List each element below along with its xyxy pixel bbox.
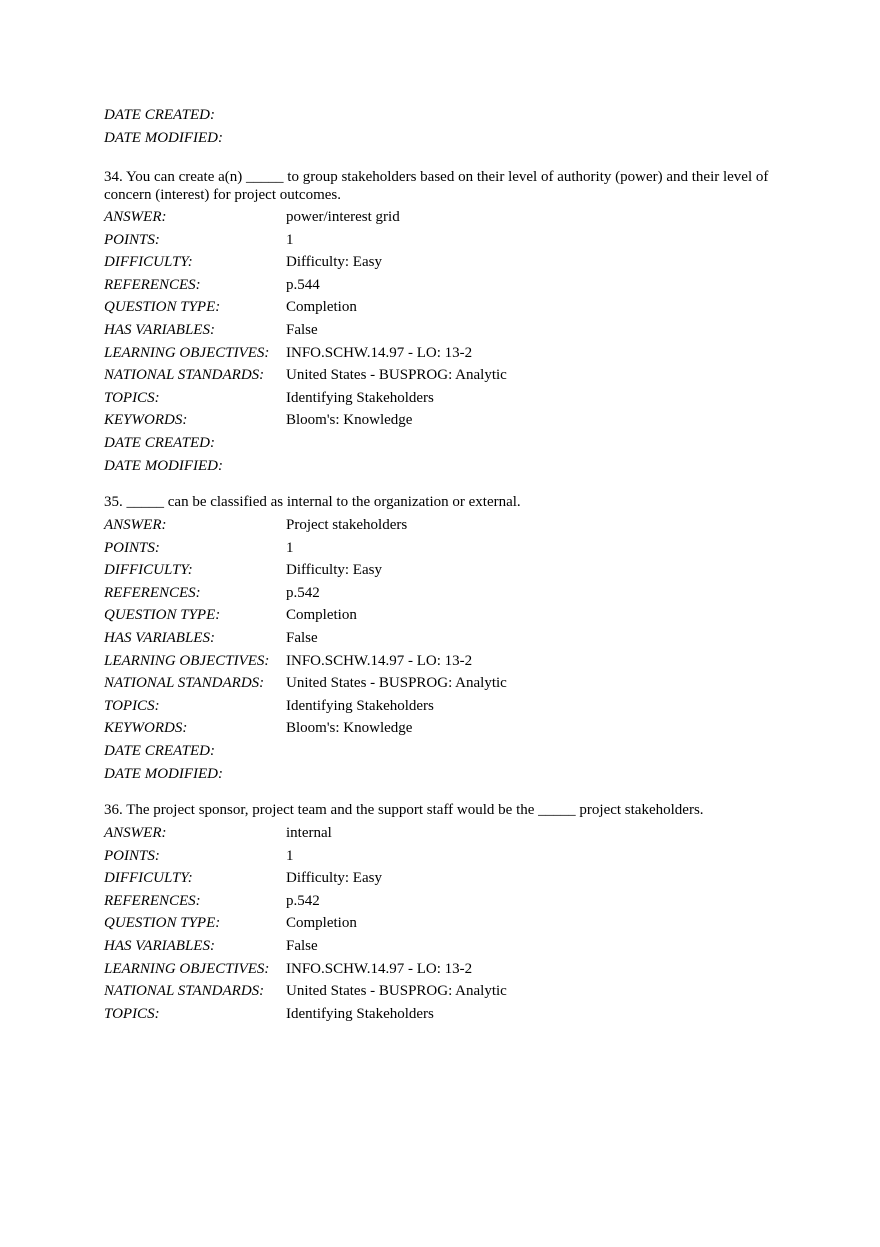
field-label: DATE CREATED:	[104, 107, 215, 123]
field-value: internal	[286, 825, 332, 841]
field-row	[104, 319, 784, 342]
field-label: POINTS:	[104, 231, 160, 248]
question-text: 36. The project sponsor, project team and the support staff would be the _____ project stakeholders.	[104, 802, 704, 818]
field-value: 1	[286, 847, 294, 864]
question-34	[104, 168, 784, 477]
field-value: Completion	[286, 607, 357, 624]
field-label: REFERENCES:	[104, 892, 201, 909]
field-label: TOPICS:	[104, 697, 160, 714]
field-label: QUESTION TYPE:	[104, 299, 221, 316]
field-row	[104, 432, 784, 455]
field-row	[104, 650, 784, 673]
field-label: KEYWORDS:	[104, 412, 188, 429]
field-row	[104, 822, 784, 845]
field-label: DATE CREATED:	[104, 742, 215, 759]
field-row	[104, 912, 784, 935]
field-label: DATE MODIFIED:	[104, 765, 223, 782]
field-row	[104, 1003, 784, 1026]
field-row	[104, 559, 784, 582]
field-value: Completion	[286, 915, 357, 932]
field-row	[104, 296, 784, 319]
field-row	[104, 537, 784, 560]
field-value: United States - BUSPROG: Analytic	[286, 367, 507, 384]
field-value: INFO.SCHW.14.97 - LO: 13-2	[286, 344, 473, 361]
field-value: False	[286, 629, 318, 646]
field-value: Bloom's: Knowledge	[286, 412, 413, 429]
field-row	[104, 274, 784, 297]
field-row	[104, 604, 784, 627]
field-row	[104, 627, 784, 650]
field-label: DIFFICULTY:	[104, 870, 193, 887]
field-label: NATIONAL STANDARDS:	[104, 675, 265, 692]
field-row	[104, 127, 784, 150]
field-row	[104, 104, 784, 127]
field-row	[104, 409, 784, 432]
question-35	[104, 493, 784, 785]
field-row	[104, 251, 784, 274]
field-label: DATE MODIFIED:	[104, 457, 223, 474]
field-row	[104, 695, 784, 718]
field-value: Identifying Stakeholders	[286, 389, 434, 406]
field-label: NATIONAL STANDARDS:	[104, 983, 265, 1000]
field-value: Difficulty: Easy	[286, 254, 382, 271]
field-row	[104, 229, 784, 252]
field-row	[104, 717, 784, 740]
field-label: ANSWER:	[104, 517, 167, 533]
field-label: POINTS:	[104, 539, 160, 556]
field-row	[104, 763, 784, 786]
field-row	[104, 980, 784, 1003]
field-value: p.542	[286, 892, 320, 909]
field-label: ANSWER:	[104, 825, 167, 841]
question-36	[104, 801, 784, 1025]
field-value: United States - BUSPROG: Analytic	[286, 675, 507, 692]
field-row	[104, 206, 784, 229]
field-value: p.544	[286, 276, 320, 293]
field-value: Project stakeholders	[286, 517, 408, 533]
field-label: LEARNING OBJECTIVES:	[104, 960, 270, 977]
field-value: False	[286, 937, 318, 954]
field-value: 1	[286, 539, 294, 556]
field-label: DATE CREATED:	[104, 434, 215, 451]
field-label: KEYWORDS:	[104, 720, 188, 737]
field-row	[104, 935, 784, 958]
field-value: INFO.SCHW.14.97 - LO: 13-2	[286, 960, 473, 977]
field-row	[104, 867, 784, 890]
field-label: NATIONAL STANDARDS:	[104, 367, 265, 384]
field-row	[104, 387, 784, 410]
field-row	[104, 455, 784, 478]
field-label: TOPICS:	[104, 389, 160, 406]
field-row	[104, 342, 784, 365]
question-33-tail	[104, 104, 784, 149]
field-label: LEARNING OBJECTIVES:	[104, 652, 270, 669]
field-label: TOPICS:	[104, 1005, 160, 1022]
field-value: United States - BUSPROG: Analytic	[286, 983, 507, 1000]
field-row	[104, 958, 784, 981]
field-label: QUESTION TYPE:	[104, 607, 221, 624]
field-label: DIFFICULTY:	[104, 254, 193, 271]
field-label: ANSWER:	[104, 209, 167, 225]
field-row	[104, 672, 784, 695]
field-label: LEARNING OBJECTIVES:	[104, 344, 270, 361]
field-row	[104, 582, 784, 605]
field-label: REFERENCES:	[104, 584, 201, 601]
field-label: HAS VARIABLES:	[104, 321, 215, 338]
question-text: 34. You can create a(n) _____ to group stakeholders based on their level of authority (power) and their level of concern (interest) for project outcomes.	[104, 169, 769, 203]
field-value: 1	[286, 231, 294, 248]
field-value: power/interest grid	[286, 209, 400, 225]
field-row	[104, 845, 784, 868]
field-value: Bloom's: Knowledge	[286, 720, 413, 737]
field-row	[104, 740, 784, 763]
field-label: HAS VARIABLES:	[104, 629, 215, 646]
field-value: Identifying Stakeholders	[286, 1005, 434, 1022]
field-value: False	[286, 321, 318, 338]
field-label: DATE MODIFIED:	[104, 129, 223, 146]
field-value: p.542	[286, 584, 320, 601]
field-row	[104, 890, 784, 913]
question-text: 35. _____ can be classified as internal to the organization or external.	[104, 494, 521, 510]
field-value: Difficulty: Easy	[286, 870, 382, 887]
field-row	[104, 364, 784, 387]
field-value: INFO.SCHW.14.97 - LO: 13-2	[286, 652, 473, 669]
field-label: HAS VARIABLES:	[104, 937, 215, 954]
field-label: QUESTION TYPE:	[104, 915, 221, 932]
field-label: REFERENCES:	[104, 276, 201, 293]
field-row	[104, 514, 784, 537]
field-label: POINTS:	[104, 847, 160, 864]
field-value: Identifying Stakeholders	[286, 697, 434, 714]
field-value: Difficulty: Easy	[286, 562, 382, 579]
field-label: DIFFICULTY:	[104, 562, 193, 579]
field-value: Completion	[286, 299, 357, 316]
